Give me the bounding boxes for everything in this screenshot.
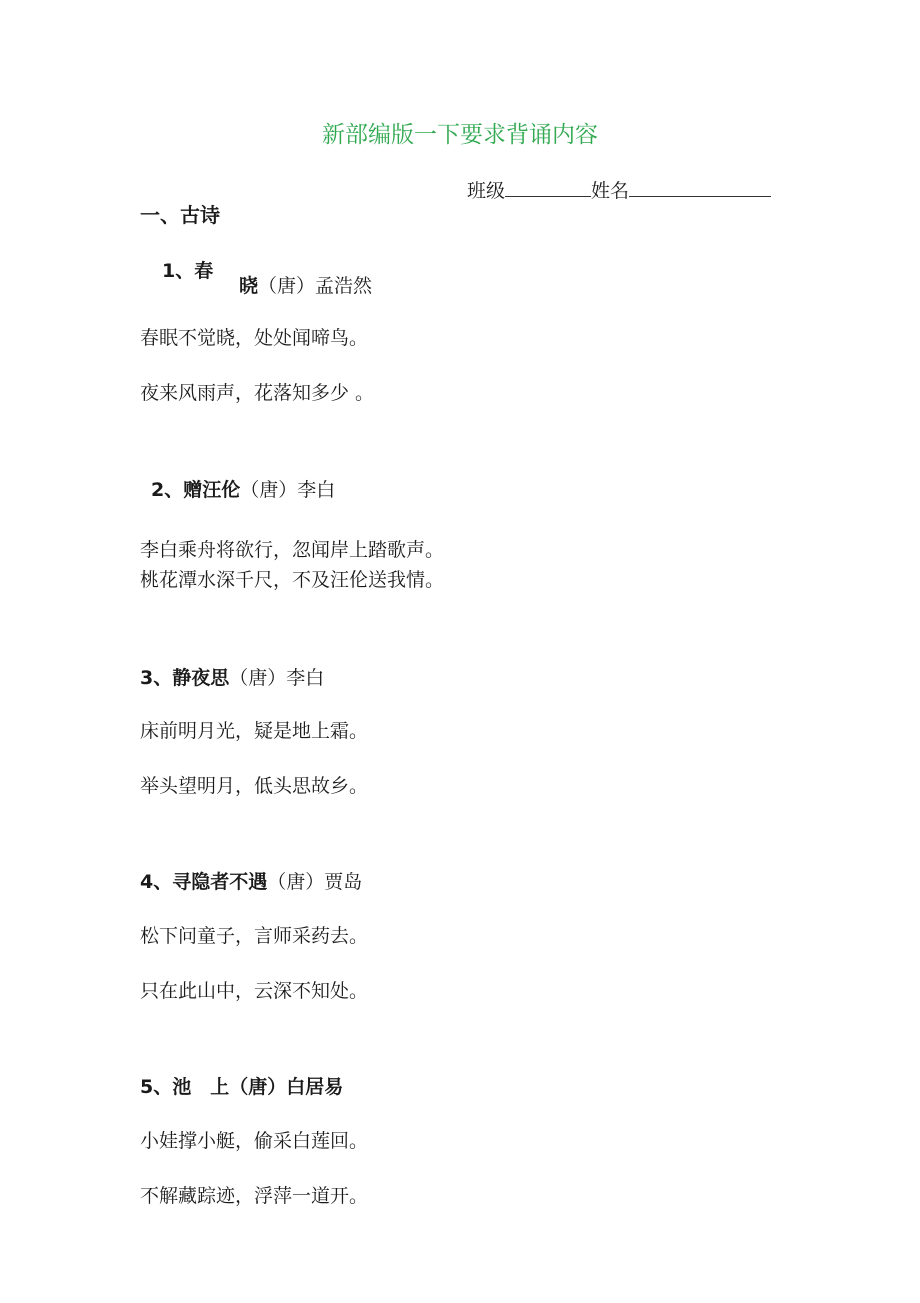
- poem-1-title-b: 晓: [239, 275, 259, 297]
- poem-5-number: 5、: [140, 1076, 173, 1098]
- section-heading-ancient-poems: 一、古诗: [140, 203, 220, 227]
- poem-4-title: 寻隐者不遇: [172, 871, 268, 893]
- poem-1-dynasty: （唐）: [258, 275, 316, 297]
- poem-5-line-1: 小娃撑小艇，偷采白莲回。: [140, 1130, 369, 1152]
- poem-4-number: 4、: [140, 871, 173, 893]
- poem-1-number: 1、: [162, 260, 195, 282]
- class-blank[interactable]: [505, 178, 591, 197]
- poem-2-title: 赠汪伦: [183, 479, 241, 501]
- poem-1-line-1: 春眠不觉晓，处处闻啼鸟。: [140, 327, 369, 349]
- poem-3-dynasty: （唐）: [229, 667, 287, 689]
- poem-2-line-1: 李白乘舟将欲行，忽闻岸上踏歌声。: [140, 539, 445, 561]
- name-blank[interactable]: [629, 178, 771, 197]
- poem-4-line-2: 只在此山中，云深不知处。: [140, 980, 369, 1002]
- poem-3-title: 静夜思: [172, 667, 230, 689]
- poem-3-heading: [140, 663, 324, 690]
- poem-2-author: 李白: [297, 479, 336, 501]
- poem-3-author: 李白: [286, 667, 325, 689]
- poem-1-title-a: 春: [194, 260, 214, 282]
- poem-4-dynasty: （唐）: [267, 871, 325, 893]
- poem-3-line-1: 床前明月光，疑是地上霜。: [140, 720, 369, 742]
- class-name-fields: [467, 176, 771, 203]
- poem-2-dynasty: （唐）: [240, 479, 298, 501]
- poem-4-heading: [140, 867, 362, 894]
- poem-5-heading: [140, 1072, 343, 1099]
- poem-2-line-2: 桃花潭水深千尺，不及汪伦送我情。: [140, 569, 445, 591]
- poem-1-heading-part2: [239, 271, 372, 298]
- poem-1-heading-part1: [162, 256, 213, 283]
- poem-3-line-2: 举头望明月，低头思故乡。: [140, 775, 369, 797]
- poem-1-author: 孟浩然: [315, 275, 373, 297]
- name-label: 姓名: [591, 180, 630, 202]
- poem-5-title: 池 上（唐）白居易: [172, 1076, 344, 1098]
- poem-5-line-2: 不解藏踪迹，浮萍一道开。: [140, 1185, 369, 1207]
- poem-3-number: 3、: [140, 667, 173, 689]
- poem-2-heading: [151, 475, 335, 502]
- poem-4-line-1: 松下问童子，言师采药去。: [140, 925, 369, 947]
- poem-2-number: 2、: [151, 479, 184, 501]
- poem-1-line-2: 夜来风雨声，花落知多少 。: [140, 382, 375, 404]
- page-title: 新部编版一下要求背诵内容: [322, 122, 598, 148]
- class-label: 班级: [467, 180, 506, 202]
- poem-4-author: 贾岛: [324, 871, 363, 893]
